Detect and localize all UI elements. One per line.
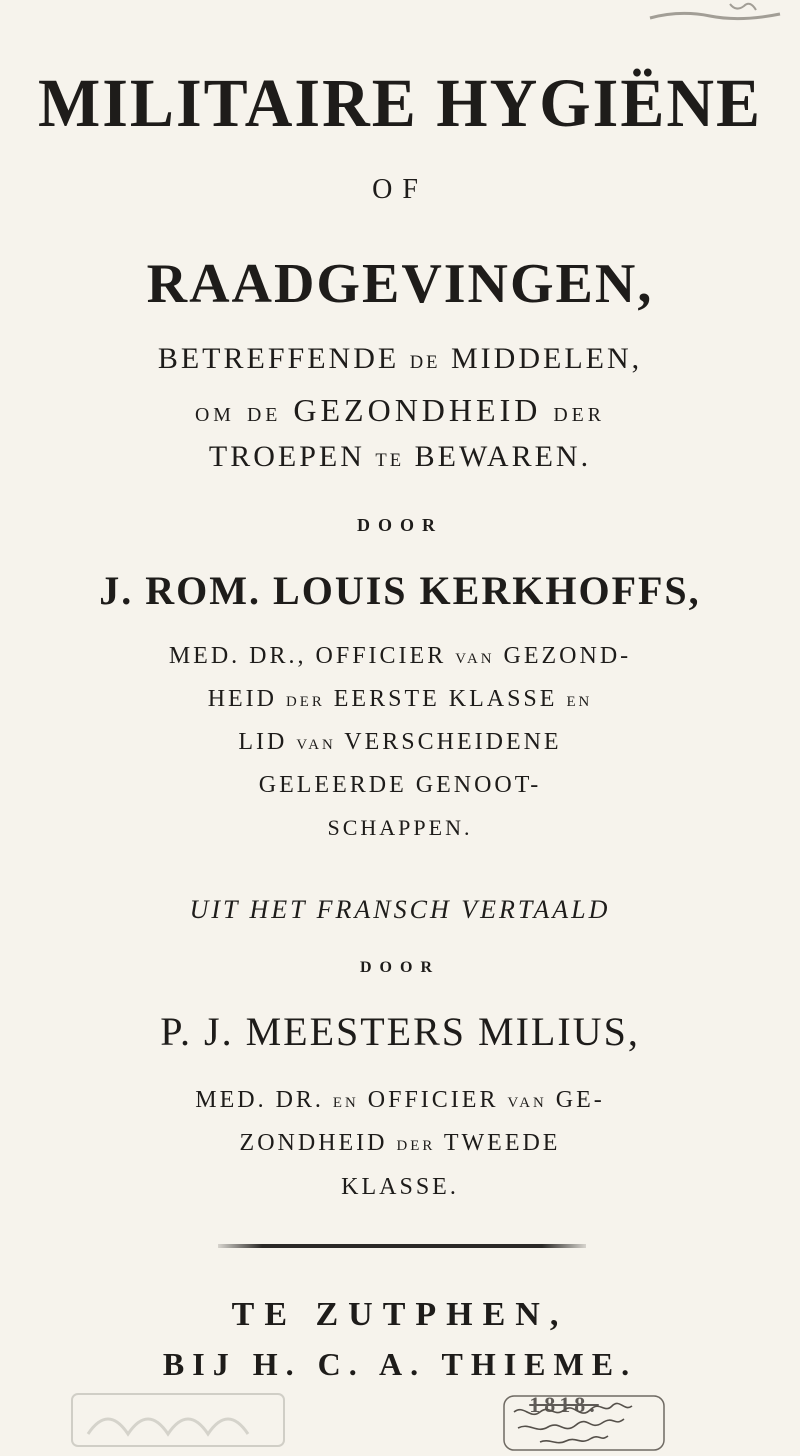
translator-credential-line-3: KLASSE. <box>341 1174 459 1200</box>
corner-ink-mark <box>640 0 790 22</box>
translator-credential-line-2: ZONDHEID DER TWEEDE <box>239 1130 561 1156</box>
author-credential-line-4: GELEERDE GENOOT- <box>258 772 542 798</box>
handwritten-signature <box>500 1390 670 1454</box>
by-label-translator: DOOR <box>360 959 440 976</box>
author-credential-line-3: LID VAN VERSCHEIDENE <box>238 729 562 755</box>
description-line-3: TROEPEN TE BEWAREN. <box>208 440 592 473</box>
title-connector: OF <box>372 174 428 205</box>
author-name: J. ROM. LOUIS KERKHOFFS, <box>99 568 701 613</box>
author-credential-line-1: MED. DR., OFFICIER VAN GEZOND- <box>168 643 632 669</box>
main-title: MILITAIRE HYGIËNE <box>37 65 763 142</box>
author-credential-line-5: SCHAPPEN. <box>327 815 473 840</box>
imprint-year: 1818. <box>529 1392 599 1417</box>
subtitle: RAADGEVINGEN, <box>146 253 654 315</box>
description-line-1: BETREFFENDE DE MIDDELEN, <box>157 342 643 375</box>
imprint-publisher: BIJ H. C. A. THIEME. <box>162 1346 638 1382</box>
by-label-author: DOOR <box>357 515 443 535</box>
faded-library-stamp <box>68 1390 288 1450</box>
imprint-place: TE ZUTPHEN, <box>231 1296 569 1333</box>
ornamental-rule <box>218 1244 586 1248</box>
translation-note: UIT HET FRANSCH VERTAALD <box>189 895 611 924</box>
translator-credential-line-1: MED. DR. EN OFFICIER VAN GE- <box>195 1087 605 1113</box>
author-credential-line-2: HEID DER EERSTE KLASSE EN <box>207 686 593 712</box>
translator-name: P. J. MEESTERS MILIUS, <box>160 1009 640 1054</box>
description-line-2: OM DE GEZONDHEID DER <box>194 392 605 428</box>
